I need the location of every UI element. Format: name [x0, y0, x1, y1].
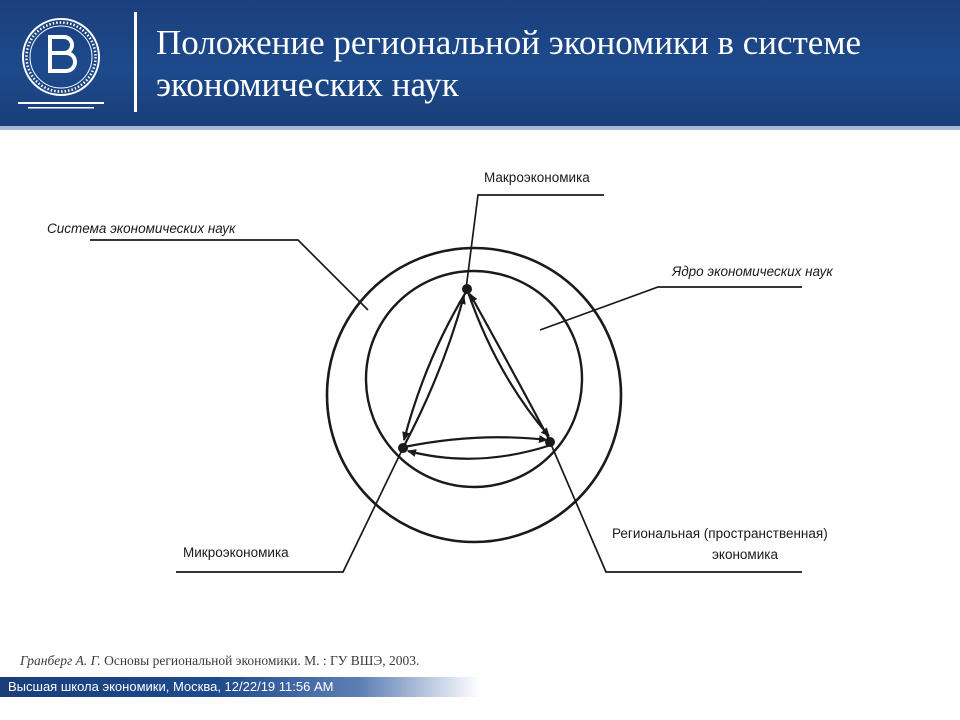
label-core: Ядро экономических наук	[672, 264, 833, 279]
label-regional-line2: экономика	[712, 547, 778, 562]
slide-footer	[0, 677, 480, 697]
hse-logo	[14, 12, 108, 112]
arrow-macro-to-micro	[404, 292, 466, 440]
nodes	[398, 284, 555, 453]
arrow-micro-to-regional	[404, 437, 547, 447]
economics-diagram	[0, 130, 960, 675]
citation-author: Гранберг А. Г.	[20, 653, 101, 668]
header-divider	[134, 12, 137, 112]
label-micro: Микроэкономика	[183, 545, 289, 560]
arrow-micro-to-macro	[404, 296, 464, 446]
label-system: Система экономических наук	[47, 221, 236, 236]
slide-title: Положение региональной экономики в системе экономических наук	[156, 23, 862, 104]
label-regional-line1: Региональная (пространственная)	[612, 526, 828, 541]
leader-macro	[466, 195, 604, 289]
leader-system	[90, 240, 368, 310]
citation	[20, 653, 419, 669]
arrow-regional-to-macro	[470, 294, 551, 443]
citation-text: Основы региональной экономики. М. : ГУ ВШЭ, 2003.	[100, 653, 420, 668]
arrows	[404, 292, 551, 459]
arrow-regional-to-micro	[408, 445, 551, 459]
slide-header	[0, 0, 960, 126]
outer-circle-system	[327, 248, 621, 542]
label-macro: Макроэкономика	[484, 170, 590, 185]
footer-text: Высшая школа экономики, Москва, 12/22/19 11:56 AM	[8, 679, 334, 694]
